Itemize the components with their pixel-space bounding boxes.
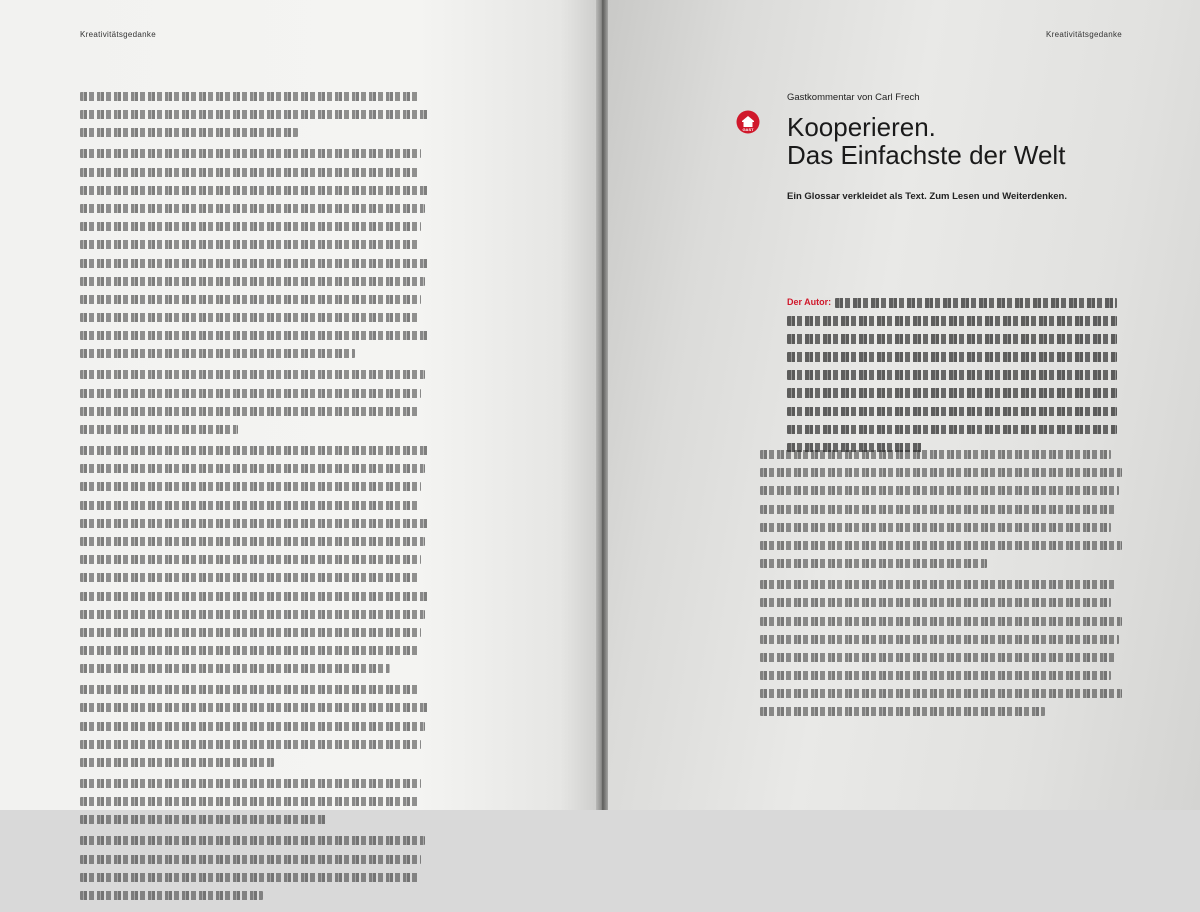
paragraph — [80, 370, 432, 434]
text-line — [80, 573, 418, 582]
text-line — [760, 523, 1111, 532]
paragraph — [80, 685, 432, 767]
bio-text-line — [787, 334, 1117, 344]
text-line — [760, 617, 1122, 626]
text-line — [80, 758, 274, 767]
bio-text-line — [787, 388, 1117, 398]
text-line — [80, 836, 425, 845]
paragraph — [80, 779, 432, 824]
book-gutter — [596, 0, 608, 810]
headline-line-1: Kooperieren. — [787, 112, 936, 142]
text-line — [80, 110, 428, 119]
text-line — [760, 635, 1119, 644]
text-line — [80, 482, 421, 491]
text-line — [760, 468, 1122, 477]
text-line — [760, 559, 987, 568]
text-line — [80, 664, 390, 673]
text-line — [80, 259, 428, 268]
text-line — [760, 707, 1045, 716]
bio-text-line — [787, 425, 1117, 435]
text-line — [80, 370, 425, 379]
text-line — [80, 610, 425, 619]
guest-logo-icon — [736, 110, 760, 134]
text-line — [80, 128, 298, 137]
text-line — [80, 873, 418, 882]
text-line — [80, 349, 355, 358]
text-line — [80, 425, 238, 434]
paragraph — [760, 450, 1126, 568]
bio-text-line — [787, 316, 1117, 326]
running-head-left: Kreativitätsgedanke — [80, 30, 156, 39]
headline — [787, 113, 1117, 169]
text-line — [80, 740, 421, 749]
text-line — [80, 446, 428, 455]
text-line — [760, 486, 1119, 495]
bio-text-line — [787, 370, 1117, 380]
logo-text: GAST — [742, 127, 754, 132]
text-line — [80, 313, 418, 322]
text-line — [80, 537, 425, 546]
text-line — [80, 295, 421, 304]
text-line — [80, 519, 428, 528]
text-line — [80, 646, 418, 655]
text-line — [80, 855, 421, 864]
text-line — [80, 891, 263, 900]
bio-text-line — [835, 298, 1117, 308]
text-line — [80, 815, 326, 824]
text-line — [80, 592, 428, 601]
text-line — [80, 277, 425, 286]
text-line — [80, 464, 425, 473]
text-line — [80, 501, 418, 510]
paragraph — [760, 580, 1126, 716]
author-bio — [787, 298, 1127, 461]
text-line — [80, 92, 418, 101]
text-line — [760, 580, 1115, 589]
bio-text-line — [787, 407, 1117, 417]
text-line — [80, 240, 418, 249]
bio-label: Der Autor: — [787, 297, 832, 307]
text-line — [760, 505, 1115, 514]
text-line — [80, 685, 418, 694]
text-line — [80, 222, 421, 231]
bio-text-line — [787, 352, 1117, 362]
text-line — [80, 149, 421, 158]
text-line — [80, 331, 428, 340]
text-line — [80, 204, 425, 213]
right-body-text — [760, 450, 1126, 728]
text-line — [760, 541, 1122, 550]
text-line — [760, 653, 1115, 662]
text-line — [760, 598, 1111, 607]
paragraph — [80, 149, 432, 358]
headline-line-2: Das Einfachste der Welt — [787, 140, 1066, 170]
subline: Ein Glossar verkleidet als Text. Zum Lesen und Weiterdenken. — [787, 191, 1067, 202]
text-line — [80, 722, 425, 731]
article-header — [787, 92, 1117, 202]
text-line — [80, 779, 421, 788]
running-head-right: Kreativitätsgedanke — [1046, 30, 1122, 39]
text-line — [760, 689, 1122, 698]
text-line — [80, 407, 418, 416]
paragraph — [80, 836, 432, 900]
paragraph — [80, 92, 432, 137]
kicker: Gastkommentar von Carl Frech — [787, 92, 920, 103]
paragraph — [80, 446, 432, 673]
text-line — [80, 797, 418, 806]
left-page — [0, 0, 596, 810]
text-line — [80, 168, 418, 177]
text-line — [80, 186, 428, 195]
left-body-text — [80, 92, 432, 912]
text-line — [80, 628, 421, 637]
text-line — [80, 703, 428, 712]
text-line — [760, 450, 1111, 459]
text-line — [760, 671, 1111, 680]
text-line — [80, 555, 421, 564]
text-line — [80, 389, 421, 398]
